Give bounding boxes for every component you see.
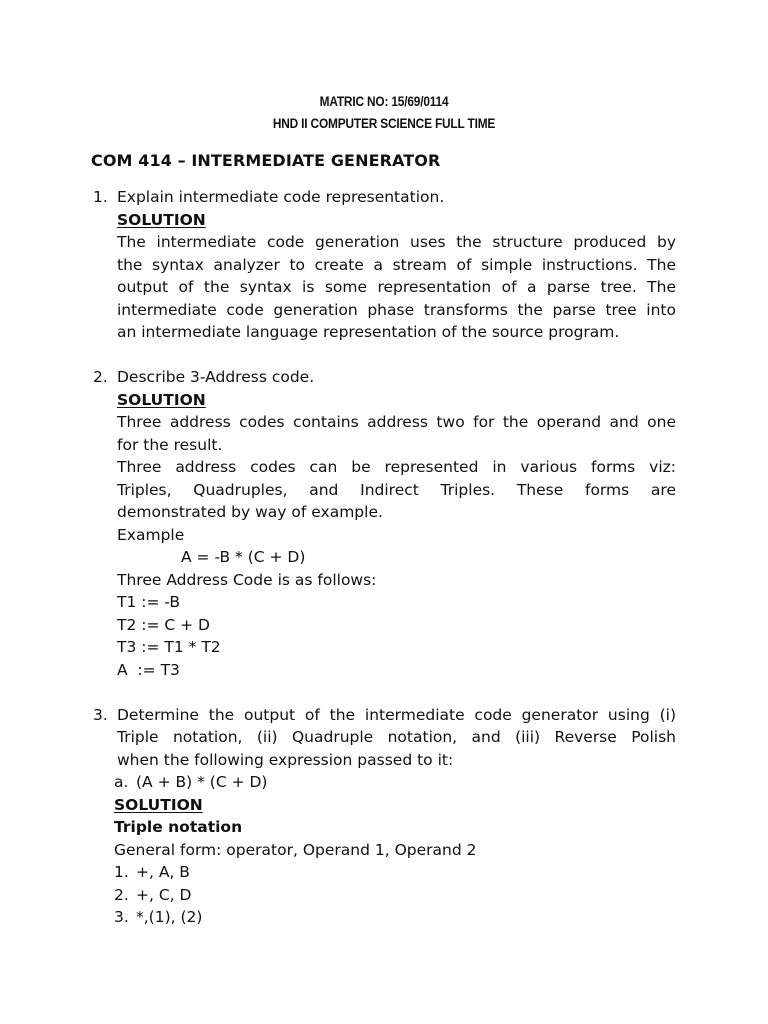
q1-question: Explain intermediate code representation. bbox=[117, 188, 445, 206]
q1-number: 1. bbox=[93, 188, 108, 206]
q2-question: Describe 3-Address code. bbox=[117, 368, 315, 386]
triple-number: 1. bbox=[114, 863, 129, 881]
q1-solution-label: SOLUTION bbox=[117, 211, 206, 229]
q2-solution-label: SOLUTION bbox=[117, 391, 206, 409]
q2-example-label: Example bbox=[117, 526, 185, 544]
q1-answer-line: The intermediate code generation uses the structure produced by bbox=[117, 233, 676, 251]
q1-answer-line: an intermediate language representation of the source program. bbox=[117, 323, 620, 341]
q1-answer-line: output of the syntax is some representation of a parse tree. The bbox=[117, 278, 676, 296]
q2-expression: A = -B * (C + D) bbox=[181, 548, 306, 566]
program-line: HND II COMPUTER SCIENCE FULL TIME bbox=[272, 116, 496, 131]
q1-answer-line: intermediate code generation phase transforms the parse tree into bbox=[117, 301, 676, 319]
q3-question-line: Triple notation, (ii) Quadruple notation, and (iii) Reverse Polish bbox=[117, 728, 676, 746]
document-title: COM 414 – INTERMEDIATE GENERATOR bbox=[91, 151, 441, 170]
triple-text: +, C, D bbox=[136, 886, 192, 904]
q2-para2-line: Triples, Quadruples, and Indirect Triples. These forms are bbox=[117, 481, 676, 499]
q2-para2-line: Three address codes can be represented in various forms viz: bbox=[117, 458, 676, 476]
q3-sub-letter: a. bbox=[114, 773, 129, 791]
q2-tac-intro: Three Address Code is as follows: bbox=[117, 571, 377, 589]
q2-tac-line: T2 := C + D bbox=[117, 616, 210, 634]
q2-para1-line: for the result. bbox=[117, 436, 223, 454]
q2-tac-line: T3 := T1 * T2 bbox=[117, 638, 221, 656]
q2-tac-line: A := T3 bbox=[117, 661, 180, 679]
q3-question-line: when the following expression passed to it: bbox=[117, 751, 454, 769]
q2-para1-line: Three address codes contains address two for the operand and one bbox=[117, 413, 676, 431]
triple-number: 3. bbox=[114, 908, 129, 926]
q2-tac-line: T1 := -B bbox=[117, 593, 181, 611]
q3-general-form: General form: operator, Operand 1, Operand 2 bbox=[114, 841, 477, 859]
matric-number: MATRIC NO: 15/69/0114 bbox=[319, 94, 449, 109]
q3-question-line: Determine the output of the intermediate code generator using (i) bbox=[117, 706, 676, 724]
triple-text: +, A, B bbox=[136, 863, 190, 881]
q2-number: 2. bbox=[93, 368, 108, 386]
q3-solution-label: SOLUTION bbox=[114, 796, 203, 814]
q2-para2-line: demonstrated by way of example. bbox=[117, 503, 383, 521]
q3-sub-expression: (A + B) * (C + D) bbox=[136, 773, 268, 791]
triple-number: 2. bbox=[114, 886, 129, 904]
q3-number: 3. bbox=[93, 706, 108, 724]
q1-answer-line: the syntax analyzer to create a stream of simple instructions. The bbox=[117, 256, 676, 274]
q3-triple-heading: Triple notation bbox=[114, 818, 243, 836]
triple-text: *,(1), (2) bbox=[136, 908, 203, 926]
